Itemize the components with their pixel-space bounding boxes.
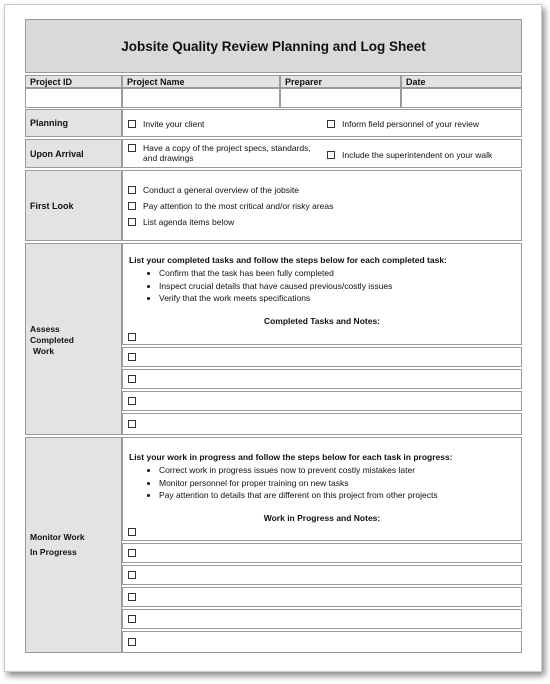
first-look-item-critical-areas[interactable]: Pay attention to the most critical and/or risky areas: [128, 201, 333, 211]
checkbox[interactable]: [128, 528, 136, 536]
progress-task-row[interactable]: [122, 631, 522, 653]
monitor-work-label: Monitor Work In Progress: [25, 437, 122, 653]
list-item: • Correct work in progress issues now to prevent costly mistakes later: [159, 464, 438, 477]
checkbox[interactable]: [128, 593, 136, 601]
progress-task-row[interactable]: [122, 609, 522, 629]
checkbox[interactable]: [327, 151, 335, 159]
upon-arrival-section: [122, 139, 522, 168]
arrival-item-project-specs[interactable]: Have a copy of the project specs, standards, and drawings: [128, 143, 311, 163]
preparer-field[interactable]: [280, 88, 401, 108]
monitor-instructions: [122, 437, 522, 541]
completed-task-row[interactable]: [122, 413, 522, 435]
first-look-label: First Look: [25, 170, 122, 241]
progress-task-row[interactable]: [122, 565, 522, 585]
checkbox[interactable]: [128, 218, 136, 226]
project-id-field[interactable]: [25, 88, 122, 108]
checkbox[interactable]: [128, 549, 136, 557]
project-id-label: Project ID: [25, 75, 122, 88]
project-name-field[interactable]: [122, 88, 280, 108]
checkbox[interactable]: [128, 144, 136, 152]
sheet-title: Jobsite Quality Review Planning and Log Sheet: [25, 19, 522, 73]
list-item: • Pay attention to details that are different on this project from other projects: [159, 489, 438, 502]
monitor-steps-list: [129, 464, 438, 502]
assess-intro: List your completed tasks and follow the steps below for each completed task:: [129, 255, 447, 265]
checkbox[interactable]: [128, 571, 136, 579]
date-field[interactable]: [401, 88, 522, 108]
checkbox[interactable]: [128, 186, 136, 194]
log-sheet: [4, 4, 542, 672]
planning-item-inform-personnel[interactable]: Inform field personnel of your review: [327, 119, 479, 129]
assess-instructions: [122, 243, 522, 345]
planning-item-invite-client[interactable]: Invite your client: [128, 119, 204, 129]
assess-completed-work-section: [122, 243, 522, 435]
project-name-label: Project Name: [122, 75, 280, 88]
checkbox[interactable]: [128, 638, 136, 646]
checkbox[interactable]: [128, 375, 136, 383]
checkbox[interactable]: [128, 420, 136, 428]
completed-task-row[interactable]: [122, 369, 522, 389]
planning-label: Planning: [25, 109, 122, 137]
assess-steps-list: [129, 267, 392, 305]
checkbox[interactable]: [128, 353, 136, 361]
checkbox[interactable]: [128, 120, 136, 128]
checkbox[interactable]: [128, 333, 136, 341]
progress-task-row[interactable]: [122, 587, 522, 607]
upon-arrival-label: Upon Arrival: [25, 139, 122, 168]
assess-completed-work-label: Assess Completed Work: [25, 243, 122, 435]
checkbox[interactable]: [128, 202, 136, 210]
completed-task-row[interactable]: [122, 391, 522, 411]
list-item: • Inspect crucial details that have caused previous/costly issues: [159, 280, 392, 293]
first-look-item-overview[interactable]: Conduct a general overview of the jobsite: [128, 185, 299, 195]
completed-notes-heading: Completed Tasks and Notes:: [263, 316, 381, 326]
arrival-item-superintendent[interactable]: Include the superintendent on your walk: [327, 150, 492, 160]
planning-section: [122, 109, 522, 137]
checkbox[interactable]: [128, 397, 136, 405]
progress-notes-heading: Work in Progress and Notes:: [263, 513, 381, 523]
date-label: Date: [401, 75, 522, 88]
monitor-work-section: [122, 437, 522, 653]
first-look-item-agenda[interactable]: List agenda items below: [128, 217, 234, 227]
list-item: • Monitor personnel for proper training on new tasks: [159, 477, 438, 490]
first-look-section: [122, 170, 522, 241]
monitor-intro: List your work in progress and follow the steps below for each task in progress:: [129, 452, 453, 462]
completed-task-row[interactable]: [122, 347, 522, 367]
preparer-label: Preparer: [280, 75, 401, 88]
progress-task-row[interactable]: [122, 543, 522, 563]
checkbox[interactable]: [128, 615, 136, 623]
list-item: • Verify that the work meets specifications: [159, 292, 392, 305]
checkbox[interactable]: [327, 120, 335, 128]
list-item: • Confirm that the task has been fully completed: [159, 267, 392, 280]
